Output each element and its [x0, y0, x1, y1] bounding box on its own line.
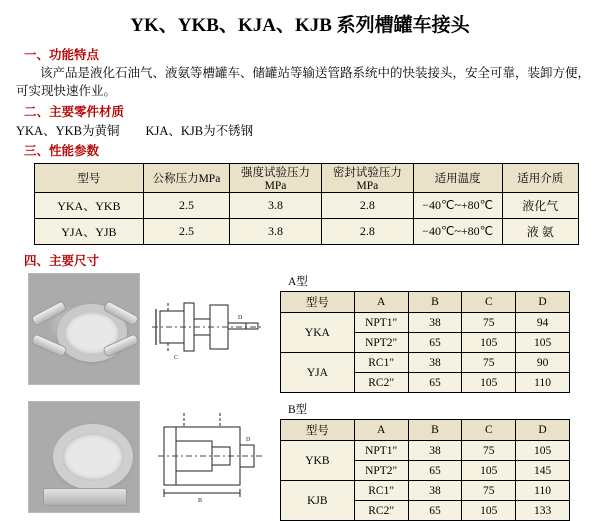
material-left: YKA、YKB为黄铜	[16, 124, 120, 139]
cell-b: 65	[408, 461, 462, 481]
cell-nominal-pressure: 2.5	[143, 193, 229, 219]
cell-b: 38	[408, 481, 462, 501]
performance-table	[34, 163, 579, 245]
photo-art-a	[29, 274, 139, 384]
table-row	[281, 481, 570, 501]
features-body-text: 该产品是液化石油气、液氨等槽罐车、储罐站等输送管路系统中的快装接头，安全可靠，装卸方便，可实现快速作业。	[16, 66, 591, 99]
col-header-c: C	[462, 420, 516, 441]
cell-a: NPT2"	[354, 461, 408, 481]
col-header-medium: 适用介质	[502, 164, 578, 193]
cell-d: 110	[516, 373, 570, 393]
cell-d: 90	[516, 353, 570, 373]
cell-strength-test-pressure: 3.8	[230, 193, 322, 219]
cell-a: NPT1"	[354, 313, 408, 333]
cell-c: 105	[462, 373, 516, 393]
table-header-row	[35, 164, 579, 193]
table-row	[281, 313, 570, 333]
dimension-table-a-wrap	[280, 273, 570, 393]
cell-strength-test-pressure: 3.8	[230, 219, 322, 245]
col-header-a: A	[354, 292, 408, 313]
cell-c: 105	[462, 333, 516, 353]
cell-seal-test-pressure: 2.8	[321, 219, 413, 245]
cell-medium: 液化气	[502, 193, 578, 219]
cell-a: RC1"	[354, 481, 408, 501]
dimension-table-a-header	[281, 292, 570, 313]
dimension-table-b-header	[281, 420, 570, 441]
dimension-table-b	[280, 419, 570, 521]
svg-text:D: D	[246, 437, 251, 444]
cell-b: 65	[408, 333, 462, 353]
cell-model: KJB	[281, 481, 355, 521]
cell-a: RC1"	[354, 353, 408, 373]
table-row	[281, 441, 570, 461]
cell-c: 105	[462, 501, 516, 521]
cell-model: YKA	[281, 313, 355, 353]
col-header-temperature: 适用温度	[413, 164, 502, 193]
col-header-a: A	[354, 420, 408, 441]
svg-text:B: B	[198, 498, 203, 505]
col-header-b: B	[408, 420, 462, 441]
table-header-row	[281, 292, 570, 313]
product-photo-a	[28, 273, 140, 385]
cell-c: 75	[462, 313, 516, 333]
cell-d: 145	[516, 461, 570, 481]
col-header-model: 型号	[35, 164, 144, 193]
cell-b: 65	[408, 373, 462, 393]
cell-temperature: −40℃~+80℃	[413, 193, 502, 219]
cell-medium: 液 氨	[502, 219, 578, 245]
cell-a: RC2"	[354, 373, 408, 393]
cell-d: 94	[516, 313, 570, 333]
cell-model: YJA	[281, 353, 355, 393]
dimension-group-a	[10, 273, 590, 393]
section-heading-material: 二、主要零件材质	[24, 105, 125, 120]
cell-model: YJA、YJB	[35, 219, 144, 245]
table-row	[281, 353, 570, 373]
cell-b: 38	[408, 441, 462, 461]
dimension-table-a	[280, 291, 570, 393]
svg-text:D: D	[238, 315, 243, 322]
cell-c: 75	[462, 441, 516, 461]
col-header-b: B	[408, 292, 462, 313]
cell-nominal-pressure: 2.5	[143, 219, 229, 245]
type-label-a: A型	[288, 276, 308, 289]
table-row	[35, 193, 579, 219]
material-line	[16, 121, 590, 139]
col-header-d: D	[516, 420, 570, 441]
section-heading-performance: 三、性能参数	[24, 144, 100, 159]
col-header-model: 型号	[281, 292, 355, 313]
product-photo-b	[28, 401, 140, 513]
cell-c: 75	[462, 481, 516, 501]
dimension-group-b	[10, 401, 590, 521]
cell-b: 38	[408, 313, 462, 333]
cell-d: 110	[516, 481, 570, 501]
technical-drawing-a	[150, 273, 270, 383]
dimension-table-a-body	[281, 313, 570, 393]
cell-d: 105	[516, 441, 570, 461]
cell-c: 105	[462, 461, 516, 481]
table-row	[35, 219, 579, 245]
cell-model: YKA、YKB	[35, 193, 144, 219]
dimension-table-b-body	[281, 441, 570, 521]
col-header-strength-test-pressure: 强度试验压力MPa	[230, 164, 322, 193]
photo-flange-base	[43, 488, 127, 506]
cell-a: NPT2"	[354, 333, 408, 353]
col-header-nominal-pressure: 公称压力MPa	[143, 164, 229, 193]
cell-a: NPT1"	[354, 441, 408, 461]
page-title: YK、YKB、KJA、KJB 系列槽罐车接头	[130, 15, 470, 36]
performance-table-body	[35, 193, 579, 245]
cell-c: 75	[462, 353, 516, 373]
svg-text:C: C	[174, 355, 179, 362]
technical-drawing-b	[150, 401, 270, 511]
drawing-b-svg	[150, 401, 270, 511]
table-header-row	[281, 420, 570, 441]
dimension-table-b-wrap	[280, 401, 570, 521]
type-label-b: B型	[288, 404, 308, 417]
col-header-c: C	[462, 292, 516, 313]
cell-model: YKB	[281, 441, 355, 481]
col-header-d: D	[516, 292, 570, 313]
section-heading-dimensions: 四、主要尺寸	[24, 254, 100, 269]
cell-b: 65	[408, 501, 462, 521]
cell-b: 38	[408, 353, 462, 373]
drawing-a-svg	[150, 273, 270, 383]
dimensions-section	[10, 273, 590, 521]
cell-seal-test-pressure: 2.8	[321, 193, 413, 219]
cell-temperature: −40℃~+80℃	[413, 219, 502, 245]
col-header-model: 型号	[281, 420, 355, 441]
material-right: KJA、KJB为不锈钢	[145, 124, 254, 139]
section-heading-features: 一、功能特点	[24, 48, 100, 62]
cell-a: RC2"	[354, 501, 408, 521]
performance-table-header	[35, 164, 579, 193]
col-header-seal-test-pressure: 密封试验压力MPa	[321, 164, 413, 193]
cell-d: 133	[516, 501, 570, 521]
cell-d: 105	[516, 333, 570, 353]
